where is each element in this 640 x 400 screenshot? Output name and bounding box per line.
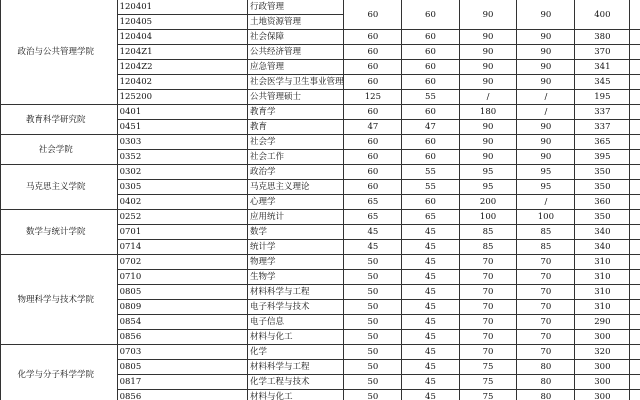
major-name-cell: 应用统计 bbox=[247, 210, 344, 225]
score-s3-cell: 70 bbox=[459, 345, 517, 360]
score-total-cell: 300 bbox=[575, 390, 630, 400]
major-name-cell: 教育 bbox=[247, 120, 344, 135]
score-s3-cell: 70 bbox=[459, 300, 517, 315]
major-name-cell: 土地资源管理 bbox=[247, 15, 344, 30]
major-code-cell: 0856 bbox=[117, 390, 247, 400]
score-total-cell: 340 bbox=[575, 225, 630, 240]
major-name-cell: 物理学 bbox=[247, 255, 344, 270]
score-s3-cell: 70 bbox=[459, 255, 517, 270]
score-total-cell: 350 bbox=[575, 165, 630, 180]
major-code-cell: 0702 bbox=[117, 255, 247, 270]
score-s4-cell: 90 bbox=[517, 150, 575, 165]
major-code-cell: 0305 bbox=[117, 180, 247, 195]
score-total-cell: 365 bbox=[575, 135, 630, 150]
empty-cell bbox=[630, 255, 640, 270]
score-s4-cell: 70 bbox=[517, 270, 575, 285]
score-s1-cell: 60 bbox=[344, 60, 402, 75]
major-name-cell: 应急管理 bbox=[247, 60, 344, 75]
major-name-cell: 电子科学与技术 bbox=[247, 300, 344, 315]
major-name-cell: 社会工作 bbox=[247, 150, 344, 165]
score-total-cell: 310 bbox=[575, 285, 630, 300]
empty-cell bbox=[630, 30, 640, 45]
empty-cell bbox=[630, 240, 640, 255]
major-name-cell: 化学工程与技术 bbox=[247, 375, 344, 390]
table-body bbox=[1, 0, 640, 400]
score-s1-cell: 60 bbox=[344, 105, 402, 120]
score-s2-cell: 55 bbox=[402, 180, 459, 195]
table-row bbox=[1, 210, 640, 225]
empty-cell bbox=[630, 195, 640, 210]
score-total-cell: 400 bbox=[575, 0, 630, 30]
score-s4-cell: 80 bbox=[517, 375, 575, 390]
college-name: 数学与统计学院 bbox=[1, 210, 118, 255]
score-total-cell: 337 bbox=[575, 105, 630, 120]
score-s1-cell: 50 bbox=[344, 270, 402, 285]
score-s4-cell: 95 bbox=[517, 180, 575, 195]
table-row bbox=[1, 165, 640, 180]
score-total-cell: 310 bbox=[575, 270, 630, 285]
empty-cell bbox=[630, 75, 640, 90]
major-name-cell: 教育学 bbox=[247, 105, 344, 120]
empty-cell bbox=[630, 210, 640, 225]
score-s4-cell: 80 bbox=[517, 390, 575, 400]
score-s1-cell: 65 bbox=[344, 210, 402, 225]
score-s3-cell: 85 bbox=[459, 240, 517, 255]
score-s4-cell: 90 bbox=[517, 60, 575, 75]
score-s2-cell: 65 bbox=[402, 210, 459, 225]
empty-cell bbox=[630, 120, 640, 135]
score-total-cell: 340 bbox=[575, 240, 630, 255]
empty-cell bbox=[630, 225, 640, 240]
score-total-cell: 350 bbox=[575, 210, 630, 225]
empty-cell bbox=[630, 0, 640, 30]
college-name: 马克思主义学院 bbox=[1, 165, 118, 210]
empty-cell bbox=[630, 135, 640, 150]
score-s1-cell: 45 bbox=[344, 240, 402, 255]
score-s2-cell: 45 bbox=[402, 360, 459, 375]
major-code-cell: 0451 bbox=[117, 120, 247, 135]
score-s4-cell: 85 bbox=[517, 225, 575, 240]
major-code-cell: 0302 bbox=[117, 165, 247, 180]
score-s2-cell: 45 bbox=[402, 255, 459, 270]
score-total-cell: 310 bbox=[575, 300, 630, 315]
score-s4-cell: 70 bbox=[517, 330, 575, 345]
score-s4-cell: / bbox=[517, 105, 575, 120]
major-name-cell: 社会医学与卫生事业管理 bbox=[247, 75, 344, 90]
empty-cell bbox=[630, 345, 640, 360]
score-s2-cell: 45 bbox=[402, 375, 459, 390]
score-s3-cell: 85 bbox=[459, 225, 517, 240]
major-code-cell: 0402 bbox=[117, 195, 247, 210]
score-total-cell: 370 bbox=[575, 45, 630, 60]
score-s3-cell: 95 bbox=[459, 165, 517, 180]
major-code-cell: 0809 bbox=[117, 300, 247, 315]
score-total-cell: 290 bbox=[575, 315, 630, 330]
major-name-cell: 化学 bbox=[247, 345, 344, 360]
major-code-cell: 0701 bbox=[117, 225, 247, 240]
college-name: 教育科学研究院 bbox=[1, 105, 118, 135]
table-row bbox=[1, 255, 640, 270]
empty-cell bbox=[630, 315, 640, 330]
score-s4-cell: 70 bbox=[517, 315, 575, 330]
college-name: 物理科学与技术学院 bbox=[1, 255, 118, 345]
score-s2-cell: 60 bbox=[402, 195, 459, 210]
score-total-cell: 337 bbox=[575, 120, 630, 135]
score-total-cell: 395 bbox=[575, 150, 630, 165]
major-name-cell: 材料科学与工程 bbox=[247, 285, 344, 300]
major-code-cell: 0710 bbox=[117, 270, 247, 285]
score-s4-cell: 70 bbox=[517, 345, 575, 360]
score-s3-cell: 90 bbox=[459, 150, 517, 165]
score-s3-cell: 70 bbox=[459, 285, 517, 300]
score-s4-cell: 90 bbox=[517, 135, 575, 150]
score-s1-cell: 60 bbox=[344, 165, 402, 180]
major-code-cell: 0703 bbox=[117, 345, 247, 360]
score-s1-cell: 50 bbox=[344, 345, 402, 360]
score-s2-cell: 60 bbox=[402, 150, 459, 165]
major-code-cell: 0714 bbox=[117, 240, 247, 255]
major-code-cell: 125200 bbox=[117, 90, 247, 105]
score-s1-cell: 50 bbox=[344, 360, 402, 375]
score-s3-cell: 90 bbox=[459, 120, 517, 135]
major-name-cell: 公共经济管理 bbox=[247, 45, 344, 60]
major-name-cell: 公共管理硕士 bbox=[247, 90, 344, 105]
score-s4-cell: 85 bbox=[517, 240, 575, 255]
major-code-cell: 0352 bbox=[117, 150, 247, 165]
major-code-cell: 0856 bbox=[117, 330, 247, 345]
empty-cell bbox=[630, 165, 640, 180]
score-s3-cell: 90 bbox=[459, 60, 517, 75]
score-s1-cell: 50 bbox=[344, 330, 402, 345]
major-name-cell: 政治学 bbox=[247, 165, 344, 180]
college-name: 政治与公共管理学院 bbox=[1, 0, 118, 105]
college-name: 社会学院 bbox=[1, 135, 118, 165]
score-s3-cell: 70 bbox=[459, 270, 517, 285]
score-s2-cell: 60 bbox=[402, 0, 459, 30]
score-s3-cell: 75 bbox=[459, 390, 517, 400]
major-name-cell: 数学 bbox=[247, 225, 344, 240]
score-s3-cell: 75 bbox=[459, 360, 517, 375]
major-code-cell: 0303 bbox=[117, 135, 247, 150]
score-total-cell: 300 bbox=[575, 330, 630, 345]
score-s3-cell: 90 bbox=[459, 0, 517, 30]
score-s3-cell: 90 bbox=[459, 30, 517, 45]
empty-cell bbox=[630, 60, 640, 75]
score-s1-cell: 125 bbox=[344, 90, 402, 105]
major-name-cell: 社会学 bbox=[247, 135, 344, 150]
score-s2-cell: 45 bbox=[402, 300, 459, 315]
empty-cell bbox=[630, 285, 640, 300]
score-s2-cell: 45 bbox=[402, 270, 459, 285]
score-s4-cell: 70 bbox=[517, 255, 575, 270]
score-s1-cell: 50 bbox=[344, 390, 402, 400]
table-row bbox=[1, 135, 640, 150]
score-s1-cell: 60 bbox=[344, 0, 402, 30]
score-s2-cell: 45 bbox=[402, 390, 459, 400]
score-s3-cell: / bbox=[459, 90, 517, 105]
score-s2-cell: 60 bbox=[402, 30, 459, 45]
empty-cell bbox=[630, 105, 640, 120]
major-code-cell: 120402 bbox=[117, 75, 247, 90]
score-s2-cell: 60 bbox=[402, 105, 459, 120]
score-total-cell: 310 bbox=[575, 255, 630, 270]
empty-cell bbox=[630, 45, 640, 60]
major-name-cell: 电子信息 bbox=[247, 315, 344, 330]
score-s4-cell: 80 bbox=[517, 360, 575, 375]
empty-cell bbox=[630, 375, 640, 390]
major-code-cell: 0854 bbox=[117, 315, 247, 330]
table-row bbox=[1, 105, 640, 120]
score-s2-cell: 45 bbox=[402, 225, 459, 240]
score-s3-cell: 95 bbox=[459, 180, 517, 195]
score-s1-cell: 60 bbox=[344, 30, 402, 45]
score-s2-cell: 45 bbox=[402, 315, 459, 330]
empty-cell bbox=[630, 390, 640, 400]
major-code-cell: 0252 bbox=[117, 210, 247, 225]
score-s2-cell: 45 bbox=[402, 240, 459, 255]
score-s4-cell: / bbox=[517, 195, 575, 210]
table-row bbox=[1, 0, 640, 15]
score-s3-cell: 70 bbox=[459, 315, 517, 330]
empty-cell bbox=[630, 330, 640, 345]
empty-cell bbox=[630, 360, 640, 375]
major-code-cell: 0805 bbox=[117, 360, 247, 375]
major-code-cell: 1204Z1 bbox=[117, 45, 247, 60]
table-row bbox=[1, 345, 640, 360]
college-name: 化学与分子科学学院 bbox=[1, 345, 118, 400]
score-s2-cell: 60 bbox=[402, 75, 459, 90]
major-name-cell: 马克思主义理论 bbox=[247, 180, 344, 195]
score-s3-cell: 70 bbox=[459, 330, 517, 345]
major-name-cell: 生物学 bbox=[247, 270, 344, 285]
empty-cell bbox=[630, 270, 640, 285]
major-code-cell: 0805 bbox=[117, 285, 247, 300]
score-s2-cell: 47 bbox=[402, 120, 459, 135]
score-total-cell: 300 bbox=[575, 375, 630, 390]
score-s2-cell: 60 bbox=[402, 135, 459, 150]
score-s3-cell: 200 bbox=[459, 195, 517, 210]
score-total-cell: 300 bbox=[575, 360, 630, 375]
score-s1-cell: 65 bbox=[344, 195, 402, 210]
score-s4-cell: 100 bbox=[517, 210, 575, 225]
score-s4-cell: 70 bbox=[517, 285, 575, 300]
score-s1-cell: 50 bbox=[344, 375, 402, 390]
score-s1-cell: 60 bbox=[344, 75, 402, 90]
major-name-cell: 行政管理 bbox=[247, 0, 344, 15]
score-s1-cell: 60 bbox=[344, 135, 402, 150]
score-total-cell: 320 bbox=[575, 345, 630, 360]
score-total-cell: 350 bbox=[575, 180, 630, 195]
score-s4-cell: 90 bbox=[517, 45, 575, 60]
score-total-cell: 195 bbox=[575, 90, 630, 105]
score-total-cell: 345 bbox=[575, 75, 630, 90]
score-s2-cell: 55 bbox=[402, 165, 459, 180]
major-name-cell: 材料与化工 bbox=[247, 390, 344, 400]
score-s2-cell: 60 bbox=[402, 45, 459, 60]
score-s1-cell: 47 bbox=[344, 120, 402, 135]
score-s1-cell: 45 bbox=[344, 225, 402, 240]
score-s4-cell: / bbox=[517, 90, 575, 105]
score-total-cell: 380 bbox=[575, 30, 630, 45]
score-s4-cell: 95 bbox=[517, 165, 575, 180]
score-s4-cell: 90 bbox=[517, 0, 575, 30]
score-s1-cell: 50 bbox=[344, 285, 402, 300]
score-s3-cell: 75 bbox=[459, 375, 517, 390]
score-s1-cell: 60 bbox=[344, 45, 402, 60]
score-total-cell: 341 bbox=[575, 60, 630, 75]
major-code-cell: 120401 bbox=[117, 0, 247, 15]
major-name-cell: 统计学 bbox=[247, 240, 344, 255]
empty-cell bbox=[630, 150, 640, 165]
score-total-cell: 360 bbox=[575, 195, 630, 210]
score-s1-cell: 50 bbox=[344, 255, 402, 270]
score-s2-cell: 55 bbox=[402, 90, 459, 105]
score-s1-cell: 60 bbox=[344, 150, 402, 165]
major-name-cell: 材料与化工 bbox=[247, 330, 344, 345]
empty-cell bbox=[630, 90, 640, 105]
score-s4-cell: 90 bbox=[517, 75, 575, 90]
score-s4-cell: 90 bbox=[517, 120, 575, 135]
major-code-cell: 120405 bbox=[117, 15, 247, 30]
score-s3-cell: 90 bbox=[459, 135, 517, 150]
major-name-cell: 心理学 bbox=[247, 195, 344, 210]
score-s1-cell: 60 bbox=[344, 180, 402, 195]
score-s1-cell: 50 bbox=[344, 300, 402, 315]
score-s3-cell: 90 bbox=[459, 75, 517, 90]
score-s2-cell: 45 bbox=[402, 285, 459, 300]
major-code-cell: 120404 bbox=[117, 30, 247, 45]
score-s1-cell: 50 bbox=[344, 315, 402, 330]
score-s3-cell: 90 bbox=[459, 45, 517, 60]
score-s4-cell: 70 bbox=[517, 300, 575, 315]
empty-cell bbox=[630, 300, 640, 315]
empty-cell bbox=[630, 180, 640, 195]
major-code-cell: 1204Z2 bbox=[117, 60, 247, 75]
major-name-cell: 社会保障 bbox=[247, 30, 344, 45]
major-code-cell: 0817 bbox=[117, 375, 247, 390]
score-s2-cell: 60 bbox=[402, 60, 459, 75]
score-s2-cell: 45 bbox=[402, 345, 459, 360]
score-s2-cell: 45 bbox=[402, 330, 459, 345]
major-code-cell: 0401 bbox=[117, 105, 247, 120]
score-s3-cell: 180 bbox=[459, 105, 517, 120]
score-s4-cell: 90 bbox=[517, 30, 575, 45]
score-s3-cell: 100 bbox=[459, 210, 517, 225]
major-name-cell: 材料科学与工程 bbox=[247, 360, 344, 375]
